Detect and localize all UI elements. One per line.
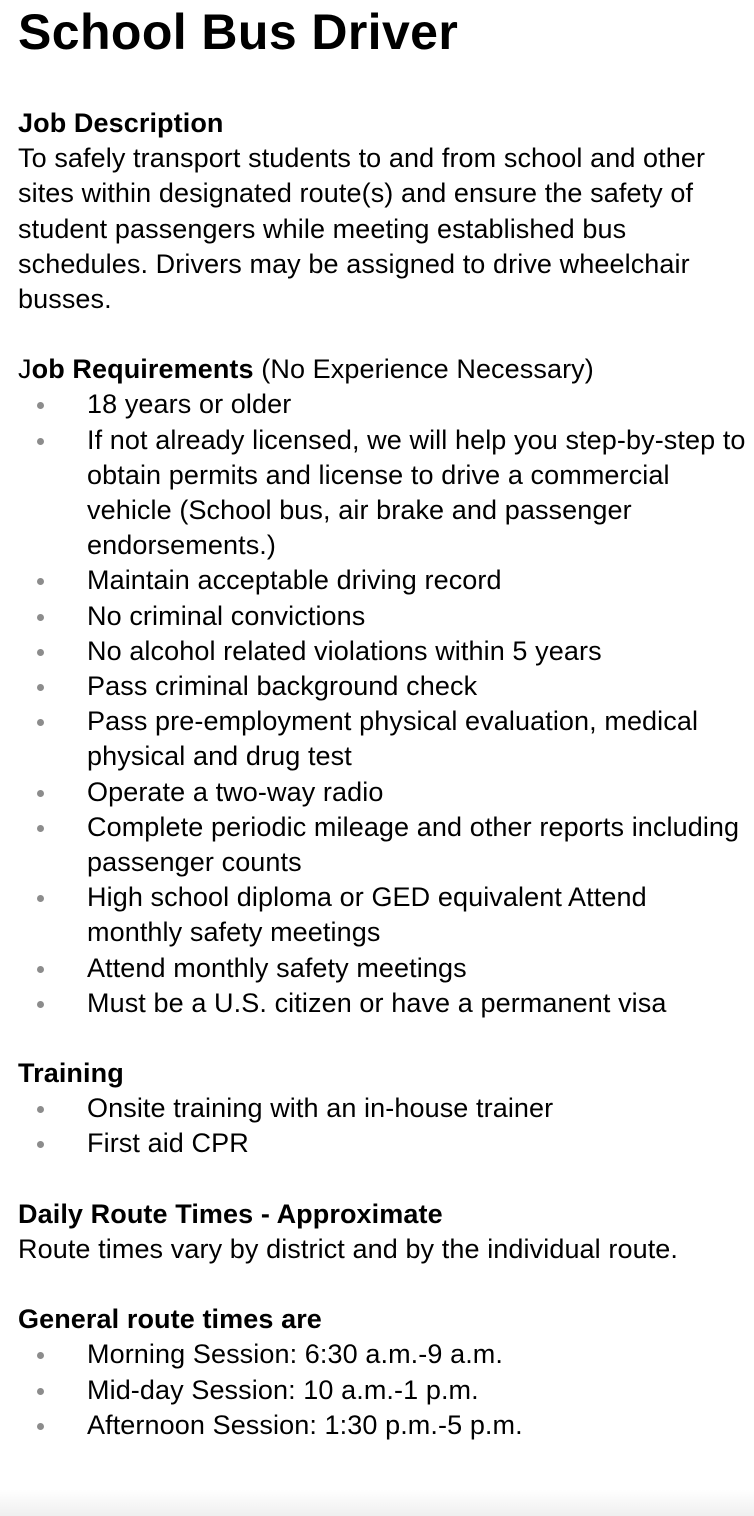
document-page bbox=[18, 0, 748, 1443]
list-item-text: Mid-day Session: 10 a.m.-1 p.m. bbox=[87, 1374, 479, 1405]
list-item-text: No criminal convictions bbox=[87, 600, 366, 631]
list-item-text: Afternoon Session: 1:30 p.m.-5 p.m. bbox=[87, 1409, 523, 1440]
bullet-icon bbox=[37, 614, 44, 621]
list-item bbox=[18, 1337, 748, 1372]
bullet-icon bbox=[37, 438, 44, 445]
bullet-icon bbox=[37, 1106, 44, 1113]
list-item-text: Operate a two-way radio bbox=[87, 776, 384, 807]
list-item-text: Onsite training with an in-house trainer bbox=[87, 1093, 554, 1124]
list-item-text: If not already licensed, we will help you step-by-step to obtain permits and license to drive a commercial vehicle (School bus, air brake and passenger endorsements.) bbox=[87, 424, 746, 561]
training-list bbox=[18, 1091, 748, 1161]
spacer bbox=[18, 1162, 748, 1197]
bullet-icon bbox=[37, 790, 44, 797]
training-heading: Training bbox=[18, 1058, 124, 1089]
list-item bbox=[18, 1126, 748, 1161]
list-item bbox=[18, 880, 748, 950]
bullet-icon bbox=[37, 1423, 44, 1430]
bullet-icon bbox=[37, 719, 44, 726]
list-item-text: Attend monthly safety meetings bbox=[87, 952, 467, 983]
job-description-section bbox=[18, 106, 748, 317]
list-item bbox=[18, 1091, 748, 1126]
list-item bbox=[18, 1408, 748, 1443]
bottom-fade bbox=[0, 1490, 754, 1516]
spacer bbox=[18, 317, 748, 352]
bullet-icon bbox=[37, 649, 44, 656]
bullet-icon bbox=[37, 1001, 44, 1008]
list-item bbox=[18, 1373, 748, 1408]
daily-route-times-heading: Daily Route Times - Approximate bbox=[18, 1198, 443, 1229]
training-section bbox=[18, 1056, 748, 1162]
bullet-icon bbox=[37, 578, 44, 585]
bullet-icon bbox=[37, 1388, 44, 1395]
list-item-text: Must be a U.S. citizen or have a permanent visa bbox=[87, 987, 667, 1018]
bullet-icon bbox=[37, 1352, 44, 1359]
list-item-text: High school diploma or GED equivalent Attend monthly safety meetings bbox=[87, 882, 647, 948]
job-requirements-heading-bold: ob Requirements bbox=[31, 354, 254, 385]
list-item bbox=[18, 951, 748, 986]
list-item-text: Pass pre-employment physical evaluation, medical physical and drug test bbox=[87, 706, 699, 772]
list-item bbox=[18, 669, 748, 704]
bullet-icon bbox=[37, 895, 44, 902]
list-item bbox=[18, 704, 748, 774]
bullet-icon bbox=[37, 825, 44, 832]
job-requirements-heading bbox=[18, 352, 748, 387]
job-requirements-section bbox=[18, 352, 748, 1021]
list-item bbox=[18, 986, 748, 1021]
list-item bbox=[18, 423, 748, 564]
bullet-icon bbox=[37, 402, 44, 409]
list-item-text: Complete periodic mileage and other reports including passenger counts bbox=[87, 811, 740, 878]
list-item-text: No alcohol related violations within 5 years bbox=[87, 635, 602, 666]
list-item bbox=[18, 599, 748, 634]
daily-route-times-text: Route times vary by district and by the individual route. bbox=[18, 1233, 679, 1264]
list-item bbox=[18, 563, 748, 598]
bullet-icon bbox=[37, 1141, 44, 1148]
job-description-heading: Job Description bbox=[18, 108, 224, 138]
general-route-times-list bbox=[18, 1337, 748, 1443]
bullet-icon bbox=[37, 684, 44, 691]
bullet-icon bbox=[37, 966, 44, 973]
list-item bbox=[18, 387, 748, 422]
list-item-text: Pass criminal background check bbox=[87, 671, 478, 702]
page-title: School Bus Driver bbox=[18, 4, 459, 60]
list-item-text: Morning Session: 6:30 a.m.-9 a.m. bbox=[87, 1339, 503, 1370]
job-requirements-heading-prefix: J bbox=[18, 354, 32, 385]
job-requirements-heading-note: (No Experience Necessary) bbox=[253, 354, 594, 385]
spacer bbox=[18, 1021, 748, 1056]
job-requirements-list bbox=[18, 387, 748, 1021]
list-item bbox=[18, 810, 748, 880]
job-description-text: To safely transport students to and from school and other sites within designated route(s) and ensure the safety of student passengers while meeting established bus schedules. Drivers may be assigned to drive wheelchair busses. bbox=[18, 143, 706, 315]
daily-route-times-section bbox=[18, 1197, 748, 1267]
list-item-text: First aid CPR bbox=[87, 1128, 249, 1159]
list-item bbox=[18, 634, 748, 669]
general-route-times-section bbox=[18, 1302, 748, 1443]
spacer bbox=[18, 62, 748, 106]
list-item bbox=[18, 775, 748, 810]
list-item-text: 18 years or older bbox=[87, 389, 292, 420]
spacer bbox=[18, 1267, 748, 1302]
general-route-times-heading: General route times are bbox=[18, 1304, 322, 1335]
list-item-text: Maintain acceptable driving record bbox=[87, 565, 502, 596]
